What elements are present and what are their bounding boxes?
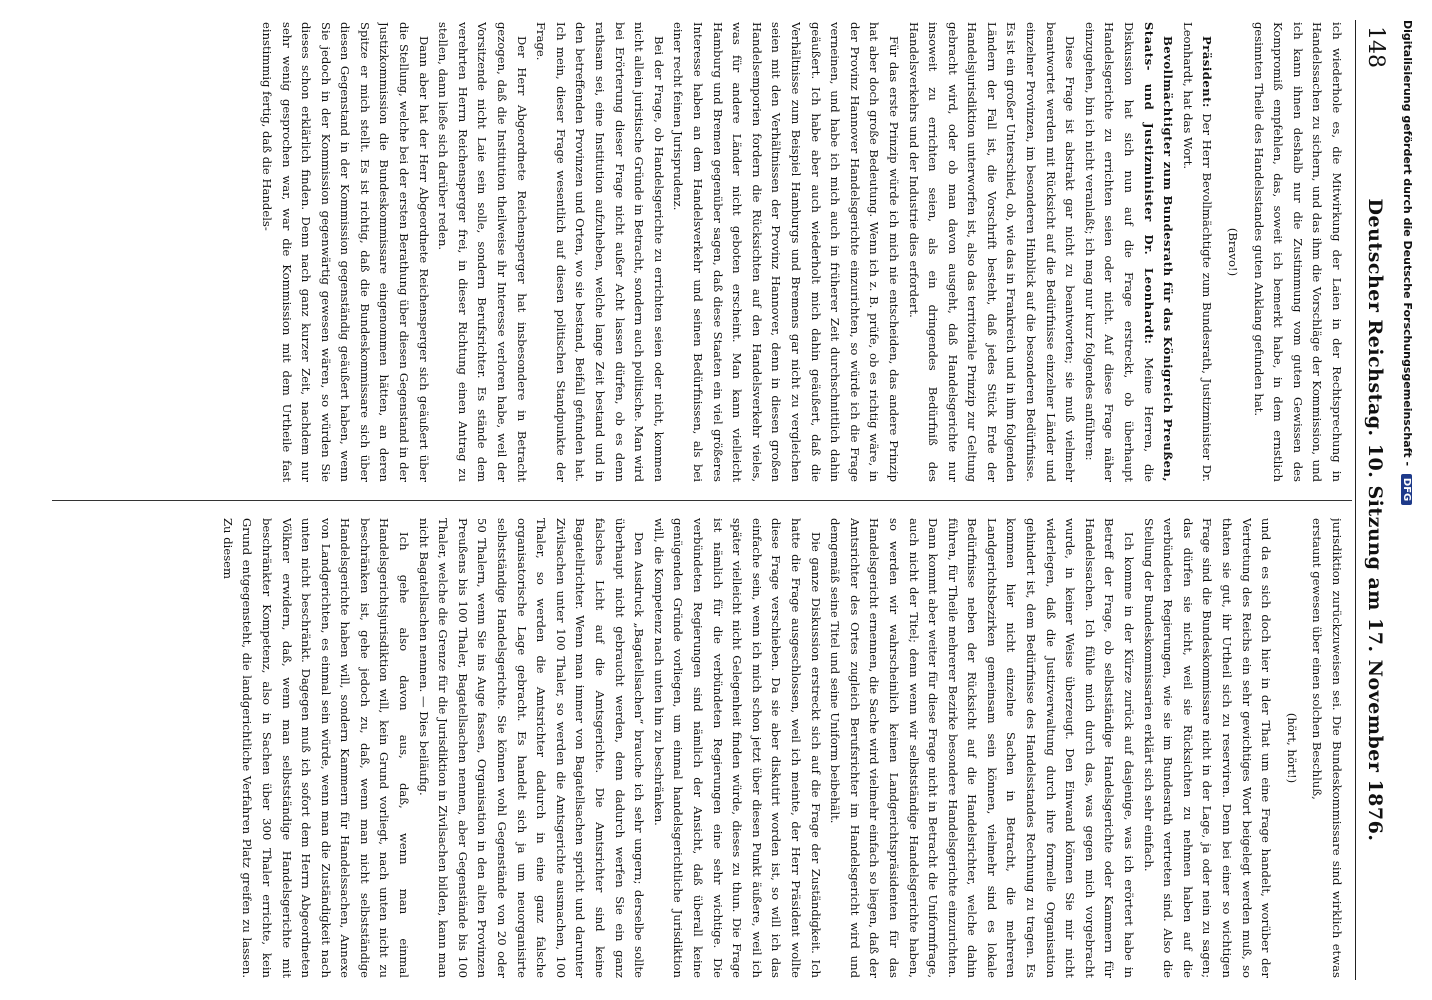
rotated-page — [40, 20, 1390, 980]
digitization-credit — [1400, 20, 1428, 980]
paragraph: ich wiederhole es, die Mitwirkung der Laien in der Rechtsprechung in Handelssachen zu sichern, und das ihm die Vorschläge der Kommission, und ich kann ihnen deshalb nur die Zustimmung vom guten Gewissen des Kompromiß empfehlen, das, soweit ich bemerkt habe, in dem ernstlich gesinnten Theile des Handelsstandes guten Anklang gefunden hat. — [1251, 22, 1344, 482]
dfg-logo: DFG — [1401, 474, 1412, 505]
speech-text: Der Herr Bevollmächtigte zum Bundesrath, Justizminister Dr. Leonhardt, hat das Wort. — [1180, 22, 1215, 482]
paragraph: und da es sich doch hier in der That um eine Frage handelt, worüber der Vertretung des Reichs ein sehr gewichtiges Wort beigelegt werden muß, so thaten sie gut, ihr Urtheil sich zu reserviren. Denn bei einer so wichtigen Frage sind die Bundeskommissare nicht in der Lage, ja oder nein zu sagen; das dürfen sie nicht, weil sie Rücksichten zu nehmen haben auf die verbündeten Regierungen, wie sie im Bundesrath vertreten sind. Also die Stellung der Bundeskommissarien erklärt sich sehr einfach. — [1141, 518, 1274, 978]
speech-text: Meine Herren, die Diskussion hat sich nun auf die Frage erstreckt, ob überhaupt Handelsgerichte zu errichten seien oder nicht. Auf diese Frage näher einzugehen, bin ich nicht veranlaßt; ich mag nur kurz folgendes anführen: — [1082, 22, 1156, 482]
paragraph: Ich komme in der Kürze zurück auf dasjenige, was ich erörtert habe in Betreff der Frage, ob selbstständige Handelsgerichte oder Kammern für Handelssachen. Ich fühle mich durch das, was gegen mich vorgebracht wurde, in keiner Weise überzeugt. Den Einwand können Sie mir nicht widerlegen, daß die Justizverwaltung durch ihre formelle Organisation gehindert ist, dem Bedürfnisse des Handelsstandes Rechnung zu tragen. Es kommen hier nicht einzelne Sachen in Betracht, die mehreren Landgerichtsbezirken gemeinsam sein können, vielmehr sind es lokale Bedürfnisse neben der Rücksicht auf die Handelsrichter, welche dahin führen, für Theile mehrerer Bezirke besondere Handelsgerichte einzurichten. Dann kommt aber weiter für diese Frage nicht in Betracht die Uniformfrage, auch nicht der Titel; denn wenn wir selbstständige Handelsgerichte haben, so werden wir wahrscheinlich keinen Landgerichtspräsidenten für das Handelsgericht ernennen, die Sache wird vielmehr einfach so liegen, daß der Amtsrichter des Ortes zugleich Berufsrichter im Handelsgericht wird und demgemäß seine Titel und seine Uniform beibehält. — [828, 518, 1137, 978]
page-number: 148 — [1363, 26, 1388, 68]
paragraph: Dann aber hat der Herr Abgeordnete Reichensperger sich geäußert über die Stellung, welche bei der ersten Berathung über diesen Gegenstand in der Justizkommission die Bundeskommissare eingenommen hätten, an deren Spitze er mich stellt. Es ist richtig, daß die Bundeskommissare sich über diesen Gegenstand in der Kommission gegenständig geäußert haben, wenn Sie jedoch in der Kommission gegenwärtig gewesen wären, so würden Sie dieses schon erklärlich finden. Denn nach ganz kurzer Zeit, nachdem nur sehr wenig gesprochen war, war die Kommission mit dem Urtheile fast einstimmig fertig, daß die Handels- — [259, 22, 431, 482]
credit-label: Digitalisierung gefördert durch die Deutsche Forschungsgemeinschaft - — [1401, 20, 1414, 467]
speech-paragraph — [1177, 22, 1216, 482]
speaker-name: Bevollmächtigter zum Bundesrath für das Königreich Preußen, Staats- und Justizminister Dr. Leonhardt: — [1141, 22, 1176, 482]
running-head: Deutscher Reichstag. 10. Sitzung am 17. November 1876. — [1364, 198, 1386, 842]
column-divider — [52, 500, 1352, 501]
interjection: (hört, hört!) — [1284, 712, 1299, 784]
page-header — [1355, 20, 1390, 980]
speech-paragraph — [1079, 22, 1177, 482]
page-content — [40, 20, 1390, 980]
paragraph: jurisdiktion zurückzuweisen sei. Die Bundeskommissare sind wirklich etwas erstaunt gewesen über einen solchen Beschluß, — [1310, 518, 1344, 978]
paragraph: Diese Frage ist abstrakt gar nicht zu beantworten; sie muß vielmehr beantwortet werden mit Rücksicht auf die Bedürfnisse einzelner Länder und einzelner Provinzen, im besonderen Hinblick auf die besonderen Bedürfnisse. Es ist ein großer Unterschied, ob, wie das in Frankreich und in ihm folgenden Ländern der Fall ist, die Vorschrift besteht, daß jedes Stück Erde der Handelsjurisdiktion unterworfen ist, also das territoriale Prinzip zur Geltung gebracht wird, oder ob man davon ausgeht, daß Handelsgerichte nur insoweit zu errichten seien, als ein dringendes Bedürfniß des Handelsverkehrs und der Industrie dies erfordert. — [906, 22, 1078, 482]
paragraph: Bei der Frage, ob Handelsgerichte zu errichten seien oder nicht, kommen nicht allein juristische Gründe in Betracht, sondern auch politische. Man wird bei Erörterung dieser Frage nicht außer Acht lassen dürfen, ob es denn rathsam sei, eine Institution aufzuheben, welche lange Zeit bestand und in den betreffenden Provinzen und Orten, wo sie bestand, Beifall gefunden hat. Ich mein, dieser Frage wesentlich auf diesen politischen Standpunkte der Frage. — [534, 22, 666, 482]
interjection: (Bravo!) — [1226, 227, 1241, 277]
paragraph: Der Herr Abgeordnete Reichensperger hat insbesondere in Betracht gezogen, daß die Institution theilweise ihr Interesse verloren habe, weil der Vorsitzende nicht Laie sein solle, sondern Berufsrichter. Es stände dem verehrten Herrn Reichensperger frei, in dieser Richtung einen Antrag zu stellen, dann ließe sich darüber reden. — [436, 22, 529, 482]
paragraph: Ich gehe also davon aus, daß, wenn man einmal Handelsgerichtsjurisdiktion will, kein Grund vorliegt, nach unten nicht zu beschränken ist, gehe jedoch zu, daß, wenn man nicht selbstständige Handelsgerichte haben will, sondern Kammern für Handelssachen, Annexe von Landgerichten, es einmal sein würde, wenn man die Zuständigkeit nach unten nicht beschränkt. Dagegen muß ich sofort dem Herrn Abgeordneten Völkner erwidern, daß, wenn man selbstständige Handelsgerichte mit beschränkter Kompetenz, also in Sachen über 300 Thaler errichte, kein Grund entgegensteht, die landgerichtliche Verfahren Platz greifen zu lassen. Zu diesem — [220, 518, 412, 978]
paragraph: Die ganze Diskussion erstreckt sich auf die Frage der Zuständigkeit. Ich hatte die Frage ausgeschlossen, weil ich meinte, der Herr Präsident wollte diese Frage verschieben. Da sie aber diskutirt worden ist, so will ich das einfache sein, wenn ich mich schon jetzt über diesen Punkt äußere, weil ich später vielleicht nicht Gelegenheit finden würde, dieses zu thun. Die Frage ist nämlich für die verbündeten Regierungen eine sehr wichtige. Die verbündeten Regierungen sind nämlich der Ansicht, daß überall keine genügenden Gründe vorliegen, um einmal handelsgerichtliche Jurisdiktion will, die Kompetenz nach unten hin zu beschränken. — [651, 518, 823, 978]
speaker-name: Präsident: — [1200, 36, 1215, 114]
left-column — [46, 22, 1346, 482]
right-column — [46, 518, 1346, 978]
paragraph: Den Ausdruck „Bagatellsachen“ brauche ich sehr ungern; derselbe sollte überhaupt nicht gebraucht werden, denn dadurch werfen Sie ein ganz falsches Licht auf die Amtsgerichte. Die Amtsrichter sind keine Bagatellrichter. Wenn man immer von Bagatellsachen spricht und darunter Zivilsachen unter 100 Thaler, so werden die Amtsgerichte ausmachen, 100 Thaler, so werden die Amtsrichter dadurch in eine ganz falsche organisatorische Lage gebracht. Es handelt sich ja um neuorganisirte selbstständige Handelsgerichte. Sie können wohl Gegenstände von 20 oder 50 Thalern, wenn Sie ins Auge fassen, Organisation in den alten Provinzen Preußens bis 100 Thaler, Bagatellsachen nennen, aber Gegenstände bis 100 Thaler, welche die Grenze für die Jurisdiktion in Zivilsachen bilden, kann man nicht Bagatellsachen nennen. — Dies beiläufig. — [416, 518, 647, 978]
credit-text — [1401, 20, 1414, 505]
paragraph: Für das erste Prinzip würde ich mich nie entscheiden, das andere Prinzip hat aber doch große Bedeutung. Wenn ich z. B. prüfe, ob es richtig wäre, in der Provinz Hannover Handelsgerichte einzurichten, so würde ich die Frage verneinen, und habe ich mich auch in früherer Zeit durchschnittlich dahin geäußert. Ich habe aber auch wiederholt mich dahin geäußert, daß die Verhältnisse zum Beispiel Hamburgs und Bremens gar nicht zu vergleichen seien mit den Verhältnissen der Provinz Hannover, denn in diesen großen Handelsemporien fordern die Rücksichten auf den Handelsverkehr vieles, was für andere Länder nicht geboten erscheint. Man kann vielleicht Hamburg und Bremen gegenüber sagen, daß diese Staaten ein viel größeres Interesse haben an dem Handelsverkehr und seinen Bedürfnissen, als bei einer recht feinen Jurisprudenz. — [671, 22, 901, 482]
